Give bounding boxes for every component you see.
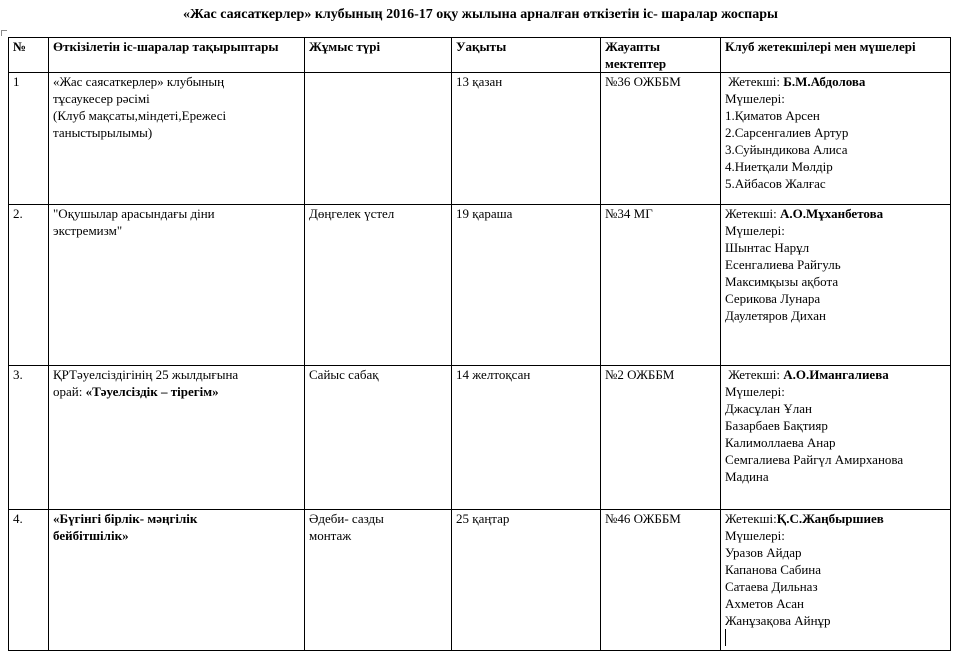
leader-name: А.О.Имангалиева [783,367,889,382]
text-cursor [725,629,726,646]
topic-line [53,383,300,400]
work-type-line: монтаж [309,528,352,543]
row-topic [49,510,305,651]
member-name: Даулетяров Дихан [725,308,826,323]
header-work-type: Жұмыс түрі [305,38,452,73]
row-date: 13 қазан [452,73,601,205]
members-label: Мүшелері: [725,384,785,399]
member-name: Джасұлан Ұлан [725,401,812,416]
row-number: 2. [9,205,49,366]
header-number: № [9,38,49,73]
topic-line: экстремизм" [53,223,123,238]
table-row [9,73,951,205]
member-name: Капанова Сабина [725,562,822,577]
member-name: 3.Суйындикова Алиса [725,142,848,157]
row-work-type: Дөңгелек үстел [305,205,452,366]
table-row [9,205,951,366]
member-name: Есенгалиева Райгуль [725,257,841,272]
leader-prefix: Жетекші: [725,367,784,382]
row-work-type: Сайыс сабақ [305,366,452,510]
member-name: 2.Сарсенгалиев Артур [725,125,849,140]
row-date: 25 қаңтар [452,510,601,651]
row-school: №46 ОЖББМ [601,510,721,651]
member-name: Сатаева Дильназ [725,579,818,594]
member-name: Мадина [725,469,769,484]
header-date: Уақыты [452,38,601,73]
row-school: №34 МГ [601,205,721,366]
row-club [721,205,951,366]
row-number: 3. [9,366,49,510]
topic-line: тұсаукесер рәсімі [53,91,150,106]
leader-prefix: Жетекші: [725,206,781,221]
member-name: Калимоллаева Анар [725,435,836,450]
member-name: Семгалиева Райгүл Амирханова [725,452,904,467]
work-type-line: Әдеби- сазды [309,511,384,526]
leader-prefix: Жетекші: [725,74,784,89]
header-topic: Өткізілетін іс-шаралар тақырыптары [49,38,305,73]
leader-line [725,366,946,383]
topic-line: таныстырылымы) [53,125,153,140]
leader-line [725,510,946,527]
topic-bold: «Тәуелсіздік – тірегім» [85,384,219,399]
row-school: №36 ОЖББМ [601,73,721,205]
topic-line: «Жас саясаткерлер» клубының [53,74,225,89]
table-row [9,366,951,510]
topic-line: (Клуб мақсаты,міндеті,Ережесі [53,108,227,123]
row-date: 14 желтоқсан [452,366,601,510]
member-name: 1.Қиматов Арсен [725,108,820,123]
leader-name: Б.М.Абдолова [783,74,866,89]
member-name: Шынтас Нарұл [725,240,810,255]
member-name: Максимқызы ақбота [725,274,839,289]
member-name: 4.Ниетқали Мөлдір [725,159,833,174]
leader-prefix: Жетекші: [725,511,777,526]
table-row [9,510,951,651]
member-name: Ахметов Асан [725,596,805,611]
leader-name: А.О.Мұханбетова [780,206,884,221]
row-topic [49,73,305,205]
row-club[interactable] [721,510,951,651]
header-club: Клуб жетекшілері мен мүшелері [721,38,951,73]
members-label: Мүшелері: [725,528,785,543]
member-name: Базарбаев Бақтияр [725,418,828,433]
member-name: Серикова Лунара [725,291,821,306]
member-name: Жанұзақова Айнұр [725,613,831,628]
leader-line [725,73,946,90]
row-club [721,73,951,205]
leader-name: Қ.С.Жаңбыршиев [776,511,884,526]
row-club [721,366,951,510]
row-work-type [305,73,452,205]
row-topic [49,366,305,510]
document-title: «Жас саясаткерлер» клубының 2016-17 оқу жылына арналған өткізетін іс- шаралар жоспары [183,7,778,22]
header-school: Жауапты мектептер [601,38,721,73]
topic-bold-line: «Бүгінгі бірлік- мәңгілік [53,511,198,526]
member-name: 5.Айбасов Жалғас [725,176,826,191]
row-number: 1 [9,73,49,205]
row-date: 19 қараша [452,205,601,366]
activities-table [8,37,951,651]
topic-prefix: орай: [53,384,86,399]
members-label: Мүшелері: [725,223,785,238]
table-header-row [9,38,951,73]
topic-line: "Оқушылар арасындағы діни [53,206,215,221]
row-school: №2 ОЖББМ [601,366,721,510]
page-corner-mark [1,30,7,36]
row-topic [49,205,305,366]
row-work-type [305,510,452,651]
member-name: Уразов Айдар [725,545,802,560]
leader-line [725,205,946,222]
topic-bold-line: бейбітшілік» [53,528,129,543]
topic-line: ҚРТәуелсіздігінің 25 жылдығына [53,367,239,382]
members-label: Мүшелері: [725,91,785,106]
row-number: 4. [9,510,49,651]
